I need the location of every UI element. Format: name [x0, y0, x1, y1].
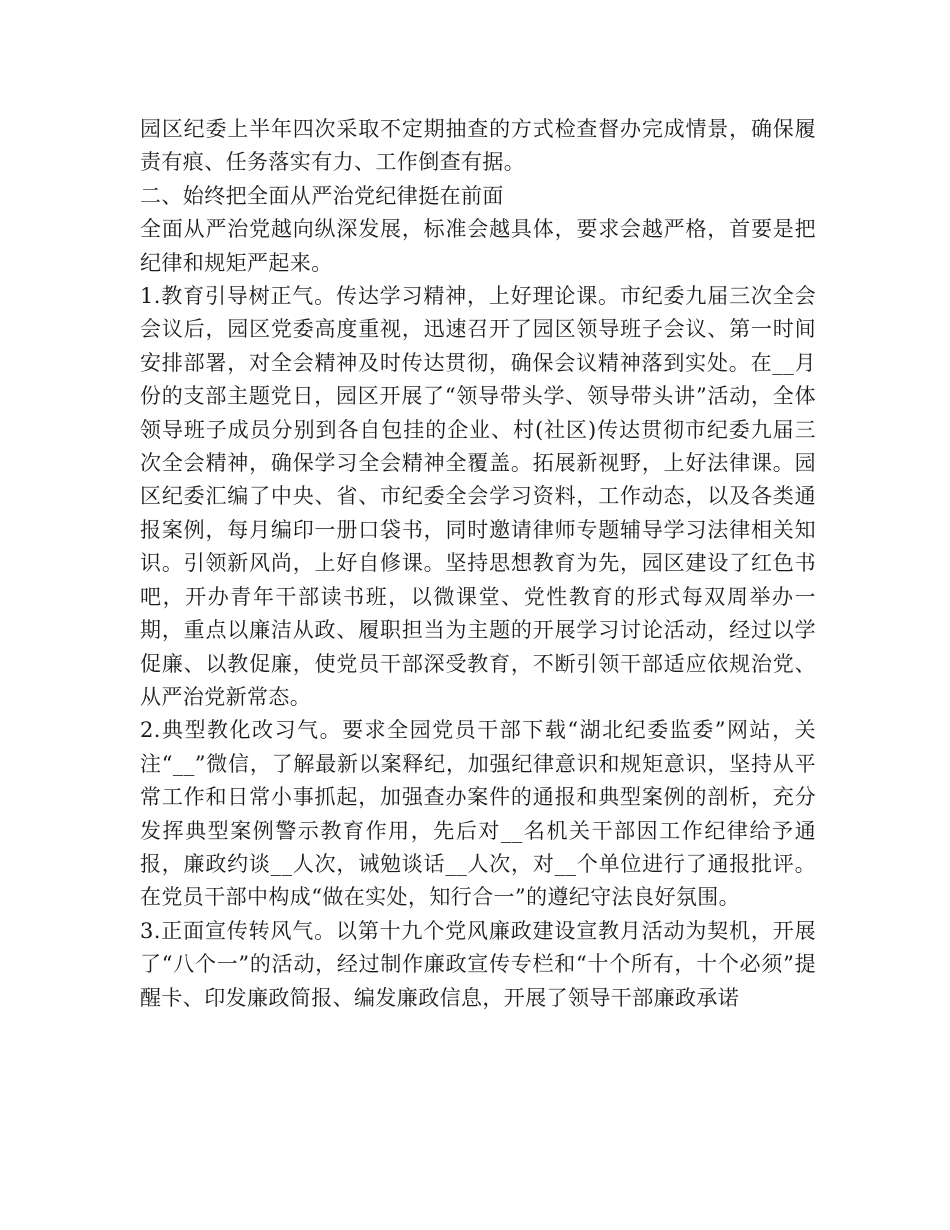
paragraph-item-2: 2.典型教化改习气。要求全园党员干部下载“湖北纪委监委”网站，关注“__”微信，了解最新以案释纪，加强纪律意识和规矩意识，坚持从平常工作和日常小事抓起，加强查办案件的通报和典型案例的剖析，充分发挥典型案例警示教育作用，先后对__名机关干部因工作纪律给予通报，廉政约谈__人次，诫勉谈话__人次，对__个单位进行了通报批评。在党员干部中构成“做在实处，知行合一”的遵纪守法良好氛围。	[140, 718, 816, 910]
paragraph-item-1: 1.教育引导树正气。传达学习精神，上好理论课。市纪委九届三次全会会议后，园区党委高度重视，迅速召开了园区领导班子会议、第一时间安排部署，对全会精神及时传达贯彻，确保会议精神落到实处。在__月份的支部主题党日，园区开展了“领导带头学、领导带头讲”活动，全体领导班子成员分别到各自包挂的企业、村(社区)传达贯彻市纪委九届三次全会精神，确保学习全会精神全覆盖。拓展新视野，上好法律课。园区纪委汇编了中央、省、市纪委全会学习资料，工作动态，以及各类通报案例，每月编印一册口袋书，同时邀请律师专题辅导学习法律相关知识。引领新风尚，上好自修课。坚持思想教育为先，园区建设了红色书吧，开办青年干部读书班，以微课堂、党性教育的形式每双周举办一期，重点以廉洁从政、履职担当为主题的开展学习讨论活动，经过以学促廉、以教促廉，使党员干部深受教育，不断引领干部适应依规治党、从严治党新常态。	[140, 284, 816, 709]
paragraph-intro: 全面从严治党越向纵深发展，标准会越具体，要求会越严格，首要是把纪律和规矩严起来。	[140, 217, 816, 275]
section-heading-discipline: 二、始终把全面从严治党纪律挺在前面	[140, 183, 504, 208]
paragraph-supervision: 园区纪委上半年四次采取不定期抽查的方式检查督办完成情景，确保履责有痕、任务落实有力、工作倒查有据。	[140, 117, 816, 175]
paragraph-item-3: 3.正面宣传转风气。以第十九个党风廉政建设宣教月活动为契机，开展了“八个一”的活动，经过制作廉政宣传专栏和“十个所有，十个必须”提醒卡、印发廉政简报、编发廉政信息，开展了领导干部廉政承诺	[140, 918, 816, 1010]
document-body	[140, 113, 816, 1015]
